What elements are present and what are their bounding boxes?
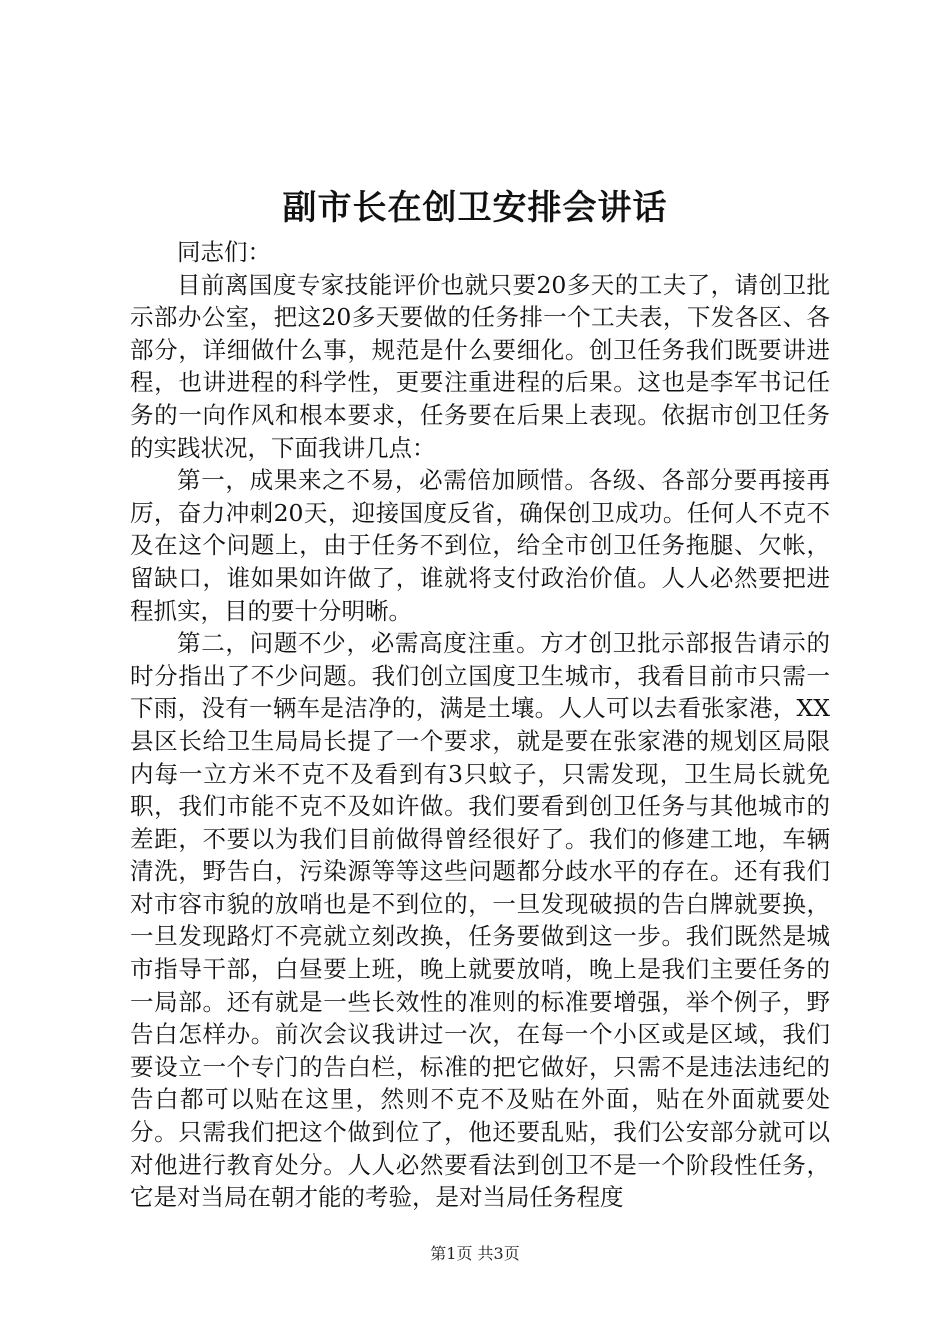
document-body <box>130 236 830 1214</box>
paragraph-first-point: 第一，成果来之不易，必需倍加顾惜。各级、各部分要再接再厉，奋力冲刺20天，迎接国度反省，确保创卫成功。任何人不克不及在这个问题上，由于任务不到位，给全市创卫任务拖腿、欠帐，留缺口，谁如果如许做了，谁就将支付政治价值。人人必然要把进程抓实，目的要十分明晰。 <box>130 466 830 625</box>
page-footer: 第1页 共3页 <box>430 1244 520 1263</box>
greeting-line: 同志们： <box>177 238 271 266</box>
document-title: 副市长在创卫安排会讲话 <box>282 188 668 228</box>
paragraph-second-point: 第二，问题不少，必需高度注重。方才创卫批示部报告请示的时分指出了不少问题。我们创立国度卫生城市，我看目前市只需一下雨，没有一辆车是洁净的，满是土壤。人人可以去看张家港，XX县区长给卫生局局长提了一个要求，就是要在张家港的规划区局限内每一立方米不克不及看到有3只蚊子，只需发现，卫生局长就免职，我们市能不克不及如许做。我们要看到创卫任务与其他城市的差距，不要以为我们目前做得曾经很好了。我们的修建工地，车辆清洗，野告白，污染源等等这些问题都分歧水平的存在。还有我们对市容市貌的放哨也是不到位的，一旦发现破损的告白牌就要换，一旦发现路灯不亮就立刻改换，任务要做到这一步。我们既然是城市指导干部，白昼要上班，晚上就要放哨，晚上是我们主要任务的一局部。还有就是一些长效性的准则的标准要增强，举个例子，野告白怎样办。前次会议我讲过一次，在每一个小区或是区域，我们要设立一个专门的告白栏，标准的把它做好，只需不是违法违纪的告白都可以贴在这里，然则不克不及贴在外面，贴在外面就要处分。只需我们把这个做到位了，他还要乱贴，我们公安部分就可以对他进行教育处分。人人必然要看法到创卫不是一个阶段性任务，它是对当局在朝才能的考验，是对当局任务程度 <box>130 629 830 1212</box>
paragraph-intro: 目前离国度专家技能评价也就只要20多天的工夫了，请创卫批示部办公室，把这20多天要做的任务排一个工夫表，下发各区、各部分，详细做什么事，规范是什么要细化。创卫任务我们既要讲进程，也讲进程的科学性，更要注重进程的后果。这也是李军书记任务的一向作风和根本要求，任务要在后果上表现。依据市创卫任务的实践状况，下面我讲几点： <box>130 270 830 462</box>
